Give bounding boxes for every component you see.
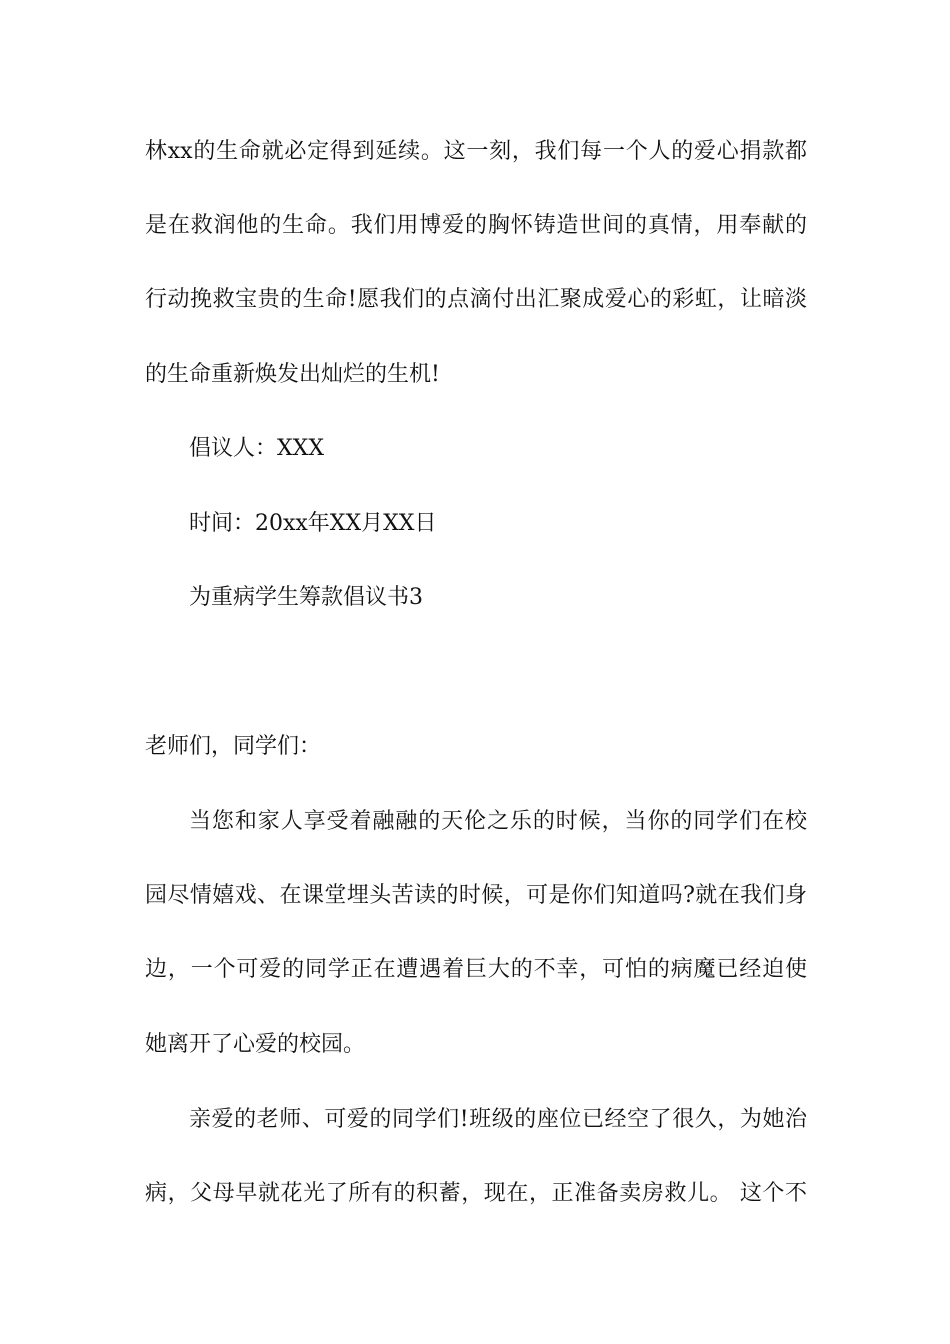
paragraph-1-line-2: 是在救润他的生命。我们用博爱的胸怀铸造世间的真情，用奉献的 xyxy=(145,213,807,238)
section-title: 为重病学生筹款倡议书3 xyxy=(189,585,423,610)
paragraph-2-line-2: 园尽情嬉戏、在课堂埋头苦读的时候，可是你们知道吗?就在我们身 xyxy=(145,883,807,908)
paragraph-1-line-4: 的生命重新焕发出灿烂的生机! xyxy=(145,362,440,387)
paragraph-2-line-1: 当您和家人享受着融融的天伦之乐的时候，当你的同学们在校 xyxy=(189,809,807,834)
paragraph-1-line-3: 行动挽救宝贵的生命!愿我们的点滴付出汇聚成爱心的彩虹，让暗淡 xyxy=(145,287,807,312)
paragraph-2-line-3: 边，一个可爱的同学正在遭遇着巨大的不幸，可怕的病魔已经迫使 xyxy=(145,957,807,982)
salutation: 老师们，同学们： xyxy=(145,734,322,759)
initiator-signature: 倡议人：XXX xyxy=(189,436,324,461)
paragraph-2-line-4: 她离开了心爱的校园。 xyxy=(145,1032,366,1057)
paragraph-1-line-1: 林xx的生命就必定得到延续。这一刻，我们每一个人的爱心捐款都 xyxy=(145,139,807,164)
paragraph-3-line-2: 病，父母早就花光了所有的积蓄，现在，正准备卖房救儿。 这个不 xyxy=(145,1181,807,1206)
paragraph-3-line-1: 亲爱的老师、可爱的同学们!班级的座位已经空了很久，为她治 xyxy=(189,1107,807,1132)
signature-date: 时间：20xx年XX月XX日 xyxy=(189,511,437,536)
